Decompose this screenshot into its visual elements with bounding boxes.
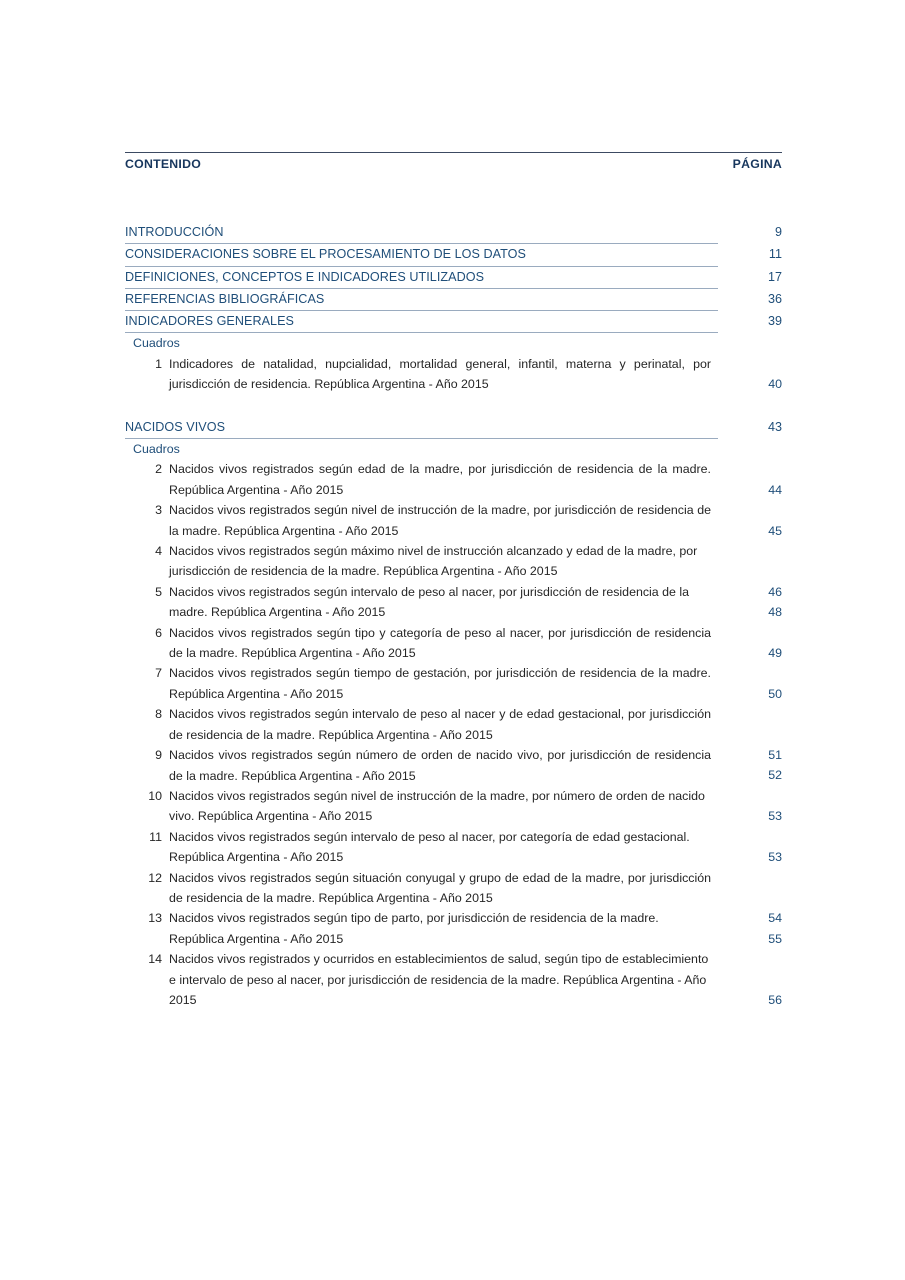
toc-entry-text: Nacidos vivos registrados según tiempo de gestación, por jurisdicción de residencia de la madre. República Argentina - Año 2015 [169,666,711,701]
toc-section-row[interactable] [125,289,782,311]
toc-section-title: DEFINICIONES, CONCEPTOS E INDICADORES UTILIZADOS [125,267,718,289]
toc-entry-page: 49 [768,646,782,661]
toc-entry-text: Nacidos vivos registrados según tipo y categoría de peso al nacer, por jurisdicción de residencia de la madre. República Argentina - Año 2015 [169,625,711,661]
toc-entry-text: Nacidos vivos registrados según situación conyugal y grupo de edad de la madre, por jurisdicción de residencia de la madre. República Argentina - Año 2015 [169,870,711,905]
toc-section-page: 9 [774,225,782,239]
toc-section-title: NACIDOS VIVOS [125,417,718,439]
toc-entry-text: Nacidos vivos registrados según máximo nivel de instrucción alcanzado y edad de la madre, por jurisdicción de residencia de la madre. República Argentina - Año 2015 [169,544,698,579]
toc-entry-number: 7 [155,666,162,681]
toc-entry-text: Nacidos vivos registrados y ocurridos en establecimientos de salud, según tipo de establecimiento e intervalo de peso al nacer, por jurisdicción de residencia de la madre. República Argentina - Año 2015 [169,952,709,1007]
toc-entry[interactable] [125,623,782,664]
toc-entry-number: 14 [148,952,162,967]
toc-entry-page: 55 [768,931,782,946]
toc-entry-page: 50 [768,686,782,701]
toc-entry-text: Indicadores de natalidad, nupcialidad, mortalidad general, infantil, materna y perinatal, por jurisdicción de residencia. República Argentina - Año 2015 [169,356,711,392]
toc-entry[interactable] [125,786,782,827]
toc-entry[interactable] [125,827,782,868]
toc-section-row[interactable] [125,417,782,439]
contenido-header-label: CONTENIDO [125,157,202,171]
toc-entry-text: Nacidos vivos registrados según tipo de parto, por jurisdicción de residencia de la madre. República Argentina - Año 2015 [169,911,659,946]
toc-entry-number: 10 [148,788,162,803]
cuadros-group-label: Cuadros [133,336,180,351]
toc-section-row[interactable] [125,267,782,289]
toc-entry-text: Nacidos vivos registrados según número de orden de nacido vivo, por jurisdicción de residencia de la madre. República Argentina - Año 2015 [169,748,711,783]
toc-entry-text: Nacidos vivos registrados según intervalo de peso al nacer, por categoría de edad gestacional. República Argentina - Año 2015 [169,829,690,865]
toc-entry[interactable] [125,704,782,763]
toc-section-page: 17 [767,269,782,284]
toc-entry-page: 53 [768,809,782,824]
toc-entry-page: 45 [768,523,782,538]
toc-entry-text: Nacidos vivos registrados según nivel de instrucción de la madre, por número de orden de nacido vivo. República Argentina - Año 2015 [169,788,705,824]
toc-entry-number: 4 [155,544,162,559]
toc-section-title: INTRODUCCIÓN [125,222,718,244]
toc-section-title: CONSIDERACIONES SOBRE EL PROCESAMIENTO DE LOS DATOS [125,244,718,266]
toc-entry-number: 13 [148,911,162,926]
toc-section-row[interactable] [125,311,782,333]
section-spacer [125,395,782,417]
toc-section-page: 43 [767,419,782,434]
toc-entry-text: Nacidos vivos registrados según intervalo de peso al nacer, por jurisdicción de residencia de la madre. República Argentina - Año 2015 [169,584,690,620]
toc-section-page: 39 [767,314,782,329]
toc-section-row[interactable] [125,222,782,244]
toc-section-page: 11 [768,247,782,262]
toc-entry-number: 8 [155,707,162,722]
toc-entry-text: Nacidos vivos registrados según nivel de instrucción de la madre, por jurisdicción de residencia de la madre. República Argentina - Año 2015 [169,503,711,538]
toc-entry[interactable] [125,500,782,541]
toc-entry-page: 56 [768,992,782,1007]
toc-section-title: INDICADORES GENERALES [125,311,718,333]
toc-entry[interactable] [125,354,782,395]
toc-entry[interactable] [125,663,782,704]
toc-entry-page: 40 [768,377,782,392]
toc-entry[interactable] [125,459,782,500]
toc-section-row[interactable] [125,244,782,266]
toc-entry-page: 52 [768,768,782,783]
toc-entry-page: 53 [768,850,782,865]
toc-entry-number: 2 [155,462,162,477]
toc-entry-number: 5 [155,584,162,599]
toc-entry-text: Nacidos vivos registrados según edad de la madre, por jurisdicción de residencia de la madre. República Argentina - Año 2015 [169,462,711,497]
toc-entry[interactable] [125,949,782,1010]
toc-entry-page: 54 [768,911,782,926]
toc-entry-text: Nacidos vivos registrados según intervalo de peso al nacer y de edad gestacional, por jurisdicción de residencia de la madre. República Argentina - Año 2015 [169,707,711,742]
toc-entry-page: 51 [768,748,782,763]
pagina-header-label: PÁGINA [732,157,782,171]
toc-body [125,222,782,1010]
toc-entry-number: 11 [149,829,162,844]
toc-entry-number: 9 [155,748,162,763]
toc-entry-page: 48 [768,605,782,620]
toc-entry[interactable] [125,582,782,623]
toc-entry[interactable] [125,908,782,949]
toc-entry-number: 6 [155,625,162,640]
toc-entry-number: 1 [155,356,162,371]
toc-section-title: REFERENCIAS BIBLIOGRÁFICAS [125,289,718,311]
toc-entry[interactable] [125,745,782,786]
toc-entry-number: 3 [155,503,162,518]
toc-entry-page: 44 [768,482,782,497]
toc-header [125,152,782,171]
toc-entry-page: 46 [768,584,782,599]
cuadros-group-label: Cuadros [133,442,180,456]
toc-entry[interactable] [125,541,782,599]
toc-entry-number: 12 [148,870,162,885]
toc-section-page: 36 [767,291,782,306]
